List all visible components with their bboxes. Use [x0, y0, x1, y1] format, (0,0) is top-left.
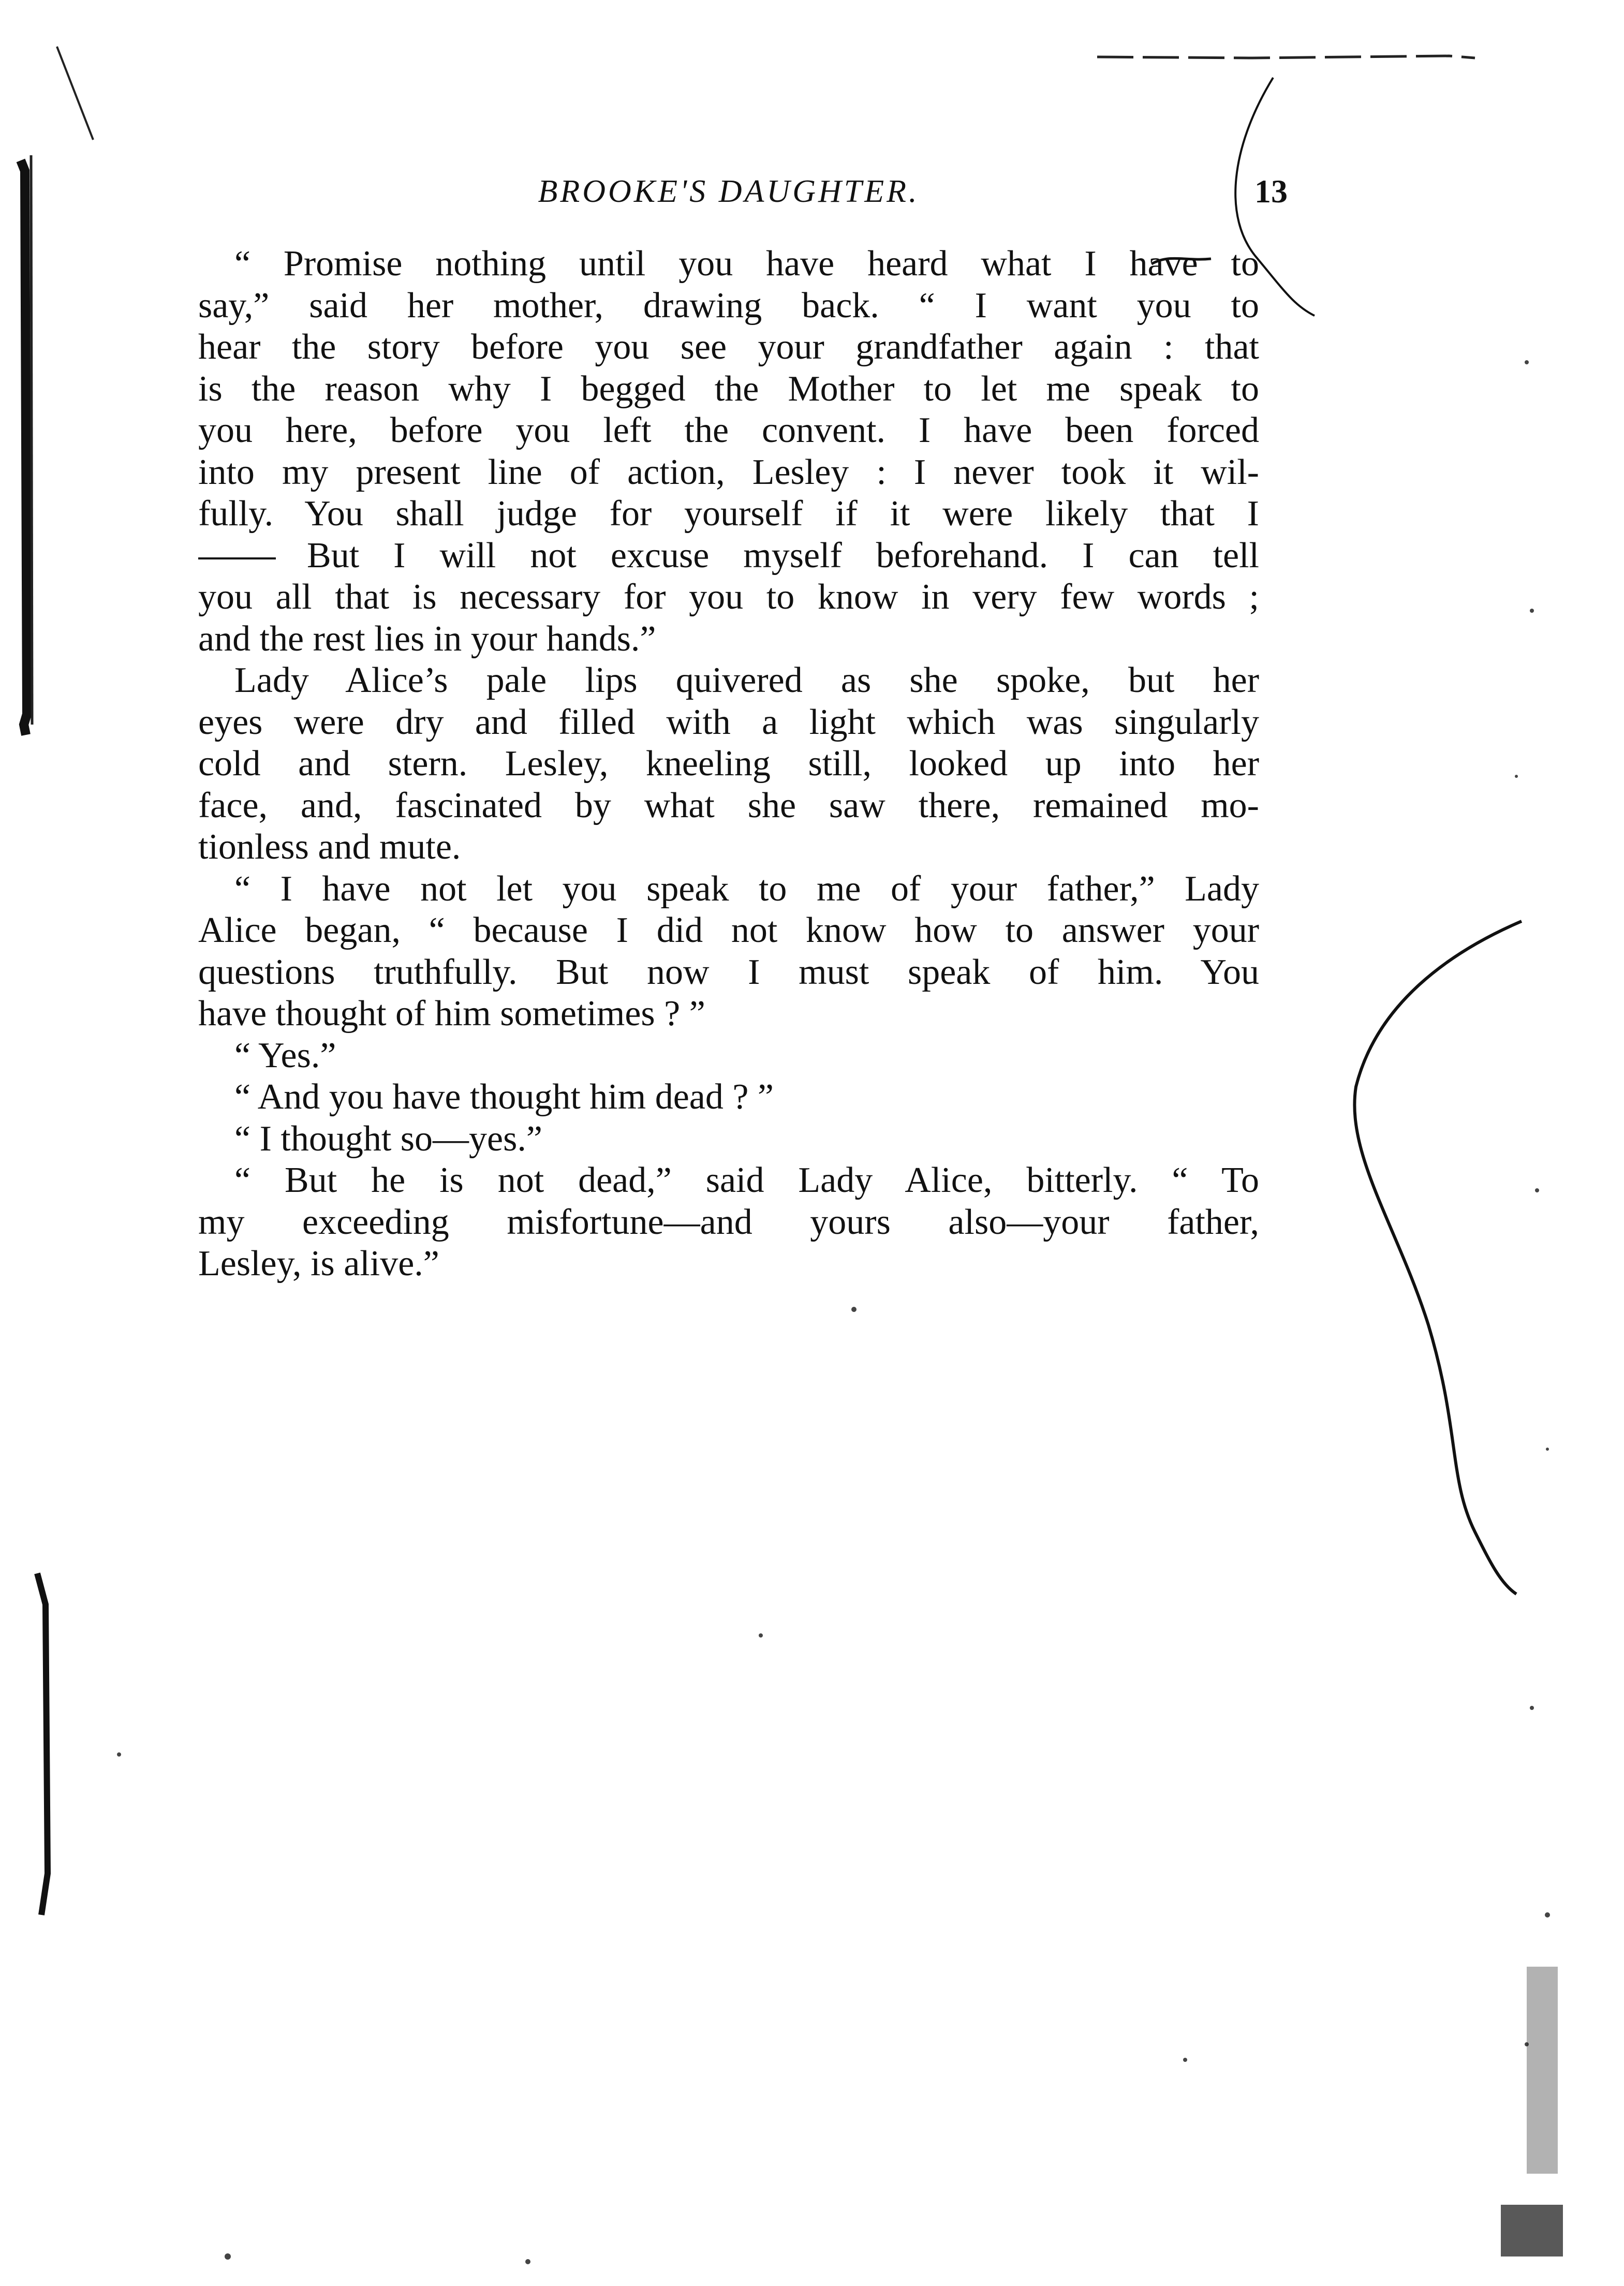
text-line: my exceeding misfortune—and yours also—your father,	[198, 1202, 1259, 1242]
text-line-content: “ Yes.”	[234, 1035, 336, 1075]
paragraph-1	[198, 243, 1259, 660]
paragraph-6	[198, 1118, 1259, 1160]
text-line	[198, 243, 1259, 285]
text-line	[198, 1076, 1259, 1118]
bottom-right-stipple	[1501, 1967, 1563, 2256]
text-line	[198, 1118, 1259, 1160]
left-corner-stroke	[57, 47, 93, 140]
text-line-content: “ And you have thought him dead ? ”	[234, 1077, 774, 1117]
paragraph-4	[198, 1035, 1259, 1077]
text-line: and the rest lies in your hands.”	[198, 618, 656, 659]
text-line: face, and, fascinated by what she saw there, remained mo-	[198, 785, 1259, 825]
text-line: eyes were dry and filled with a light which was singularly	[198, 702, 1259, 742]
text-line: tionless and mute.	[198, 827, 461, 867]
text-line: fully. You shall judge for yourself if it were likely that I	[198, 494, 1259, 534]
page-number: 13	[1254, 173, 1288, 210]
text-line	[198, 1160, 1259, 1202]
text-line: is the reason why I begged the Mother to let me speak to	[198, 368, 1259, 409]
paragraph-5	[198, 1076, 1259, 1118]
body-text	[198, 243, 1259, 1285]
text-line: into my present line of action, Lesley : I never took it wil-	[198, 452, 1259, 492]
text-line: Alice began, “ because I did not know how to answer your	[198, 910, 1259, 950]
text-line: have thought of him sometimes ? ”	[198, 994, 705, 1034]
running-title: BROOKE'S DAUGHTER.	[538, 174, 920, 209]
text-line: questions truthfully. But now I must speak of him. You	[198, 952, 1259, 992]
text-line-content: “ Promise nothing until you have heard what I have to	[234, 244, 1259, 284]
text-line: you all that is necessary for you to know in very few words ;	[198, 577, 1259, 617]
text-line	[198, 868, 1259, 910]
text-line	[198, 660, 1259, 702]
text-line-content: Lady Alice’s pale lips quivered as she spoke, but her	[234, 660, 1259, 700]
text-line: Lesley, is alive.”	[198, 1244, 439, 1284]
left-binding-shadow	[21, 160, 27, 735]
dash-rule	[198, 557, 276, 559]
text-line	[198, 1035, 1259, 1077]
text-line-content: But I will not excuse myself beforehand. I can tell	[307, 535, 1259, 576]
text-line: cold and stern. Lesley, kneeling still, looked up into her	[198, 744, 1259, 784]
paragraph-2	[198, 660, 1259, 868]
text-line: say,” said her mother, drawing back. “ I want you to	[198, 285, 1259, 326]
left-binding-edge	[31, 155, 32, 725]
left-binding-lower	[37, 1573, 48, 1915]
pencil-curve-right	[1354, 921, 1522, 1594]
text-line-content: “ I have not let you speak to me of your father,” Lady	[234, 868, 1259, 909]
paragraph-7	[198, 1160, 1259, 1285]
running-head	[198, 166, 1288, 217]
text-line: you here, before you left the convent. I have been forced	[198, 410, 1259, 450]
top-rule	[1097, 56, 1475, 58]
text-line: hear the story before you see your grandfather again : that	[198, 327, 1259, 367]
paragraph-3	[198, 868, 1259, 1035]
text-line-content: “ I thought so—yes.”	[234, 1118, 542, 1159]
text-line	[198, 535, 1259, 577]
text-line-content: “ But he is not dead,” said Lady Alice, bitterly. “ To	[234, 1160, 1259, 1200]
